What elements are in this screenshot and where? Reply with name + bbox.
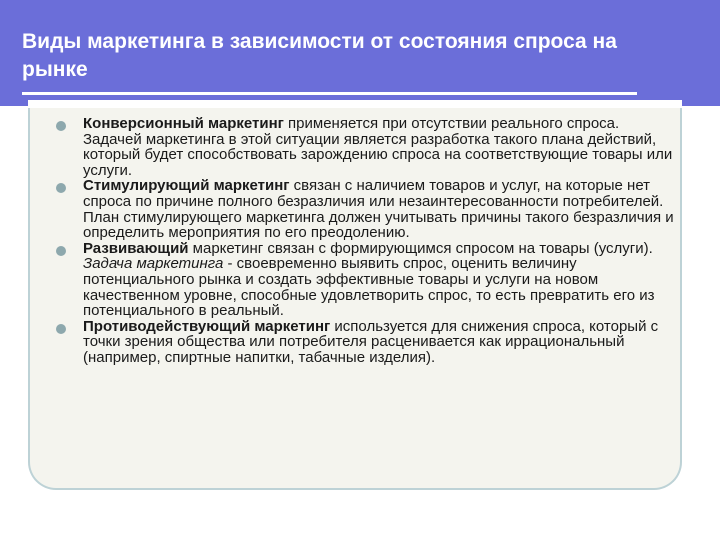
bullet-text: - своевременно выявить спрос, оценить величину потенциального рынка и создать эффективные товары и услуги на новом качественном уровне, способные удовлетворить спрос, то есть превратить его из потенциального в реальный. — [83, 255, 655, 320]
bullet-dot-icon — [56, 324, 66, 334]
bullet-list — [56, 116, 676, 366]
bullet-text: используется для снижения спроса, который с точки зрения общества или потребителя расценивается как иррациональный (например, спиртные напитки, табачные изделия). — [83, 317, 659, 366]
bullet-item-stimulating — [56, 178, 676, 240]
title-underline — [22, 92, 637, 95]
bullet-dot-icon — [56, 183, 66, 193]
panel-top-strip — [28, 100, 682, 108]
bullet-term: Противодействующий маркетинг — [83, 317, 331, 335]
bullet-item-conversion — [56, 116, 676, 178]
bullet-text: применяется при отсутствии реального спроса. Задачей маркетинга в этой ситуации является разработка такого плана действий, который будет способствовать зарождению спроса на соответствующие товары или услуги. — [83, 115, 673, 179]
bullet-text: связан с наличием товаров и услуг, на которые нет спроса по причине полного безразличия или незаинтересованности потребителей. План стимулирующего маркетинга должен учитывать причины такого безразличия и определить мероприятия по его преодолению. — [83, 177, 674, 242]
title-bar-corner — [685, 10, 720, 106]
bullet-dot-icon — [56, 121, 66, 131]
bullet-term: Развивающий — [83, 239, 189, 257]
bullet-item-counteracting — [56, 319, 676, 366]
bullet-dot-icon — [56, 246, 66, 256]
bullet-text: маркетинг связан с формирующимся спросом на товары (услуги). — [188, 239, 653, 257]
bullet-item-developing — [56, 241, 676, 319]
bullet-italic-text: Задача маркетинга — [83, 255, 224, 273]
bullet-term: Стимулирующий маркетинг — [83, 177, 290, 195]
slide-title: Виды маркетинга в зависимости от состояния спроса на рынке — [22, 30, 617, 81]
bullet-term: Конверсионный маркетинг — [83, 115, 284, 132]
